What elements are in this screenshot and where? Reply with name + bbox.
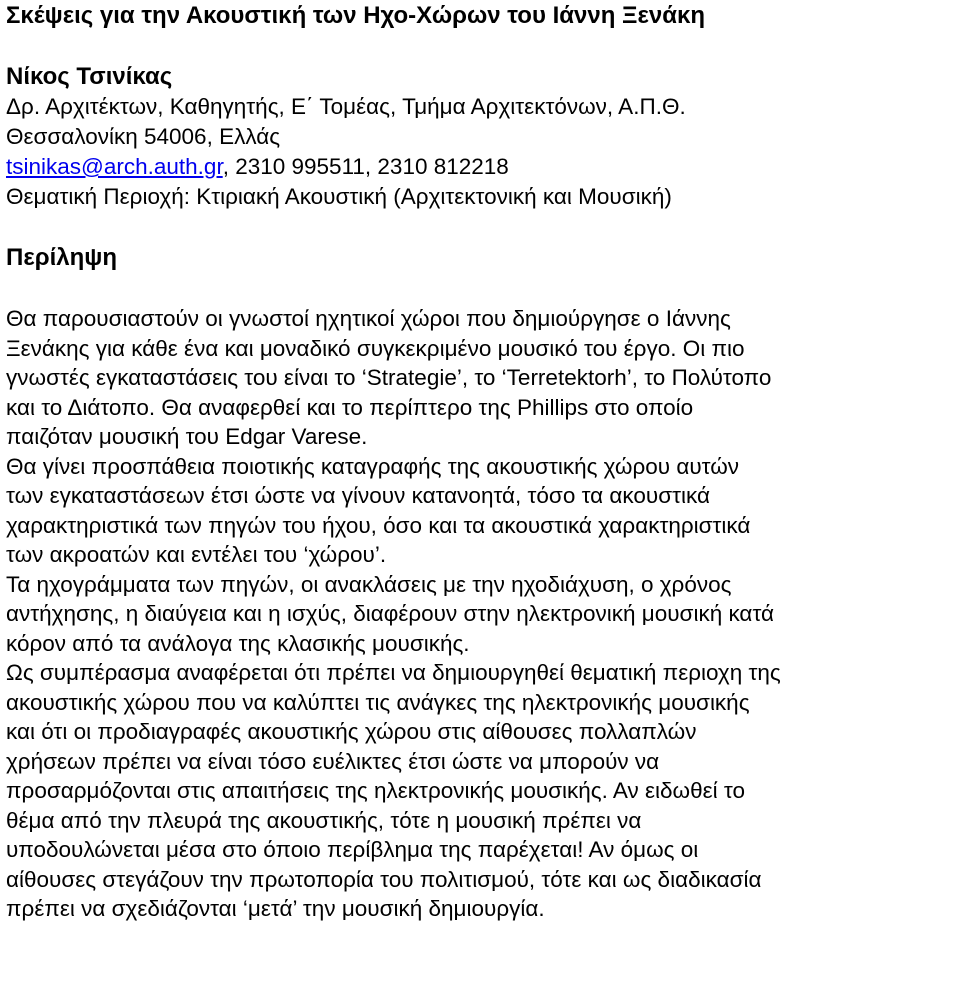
paragraph-line: αντήχησης, η διαύγεια και η ισχύς, διαφέρουν στην ηλεκτρονική μουσική κατά — [6, 601, 775, 626]
paragraph-line: αίθουσες στεγάζουν την πρωτοπορία του πολιτισμού, τότε και ως διαδικασία — [6, 866, 762, 892]
abstract-heading: Περίληψη — [6, 244, 117, 271]
paragraph-line: και ότι οι προδιαγραφές ακουστικής χώρου στις αίθουσες πολλαπλών — [6, 719, 697, 744]
document-page — [6, 0, 956, 924]
author-email-link[interactable]: tsinikas@arch.auth.gr — [6, 154, 223, 179]
author-address: Θεσσαλονίκη 54006, Ελλάς — [6, 124, 281, 149]
paragraph-line: υποδουλώνεται μέσα στο όποιο περίβλημα της παρέχεται! Αν όμως οι — [6, 837, 699, 862]
author-phones: , 2310 995511, 2310 812218 — [222, 154, 509, 179]
abstract-paragraph-2 — [6, 452, 956, 570]
abstract-paragraph-1 — [6, 304, 956, 452]
paragraph-line: κόρον από τα ανάλογα της κλασικής μουσικής. — [6, 630, 470, 656]
author-block — [6, 62, 956, 212]
paragraph-line: και το Διάτοπο. Θα αναφερθεί και το περίπτερο της Phillips στο οποίο — [6, 394, 694, 420]
paragraph-line: Ξενάκης για κάθε ένα και μοναδικό συγκεκριμένο μουσικό του έργο. Οι πιο — [6, 335, 745, 361]
author-name: Νίκος Τσινίκας — [6, 63, 173, 90]
paragraph-line: γνωστές εγκαταστάσεις του είναι το ‘Strategie’, το ‘Terretektorh’, το Πολύτοπο — [6, 365, 772, 390]
paragraph-line: Θα παρουσιαστούν οι γνωστοί ηχητικοί χώροι που δημιούργησε ο Ιάννης — [6, 306, 731, 331]
paragraph-line: χρήσεων πρέπει να είναι τόσο ευέλικτες έτσι ώστε να μπορούν να — [6, 748, 660, 774]
paragraph-line: Τα ηχογράμματα των πηγών, οι ανακλάσεις με την ηχοδιάχυση, ο χρόνος — [6, 571, 732, 597]
author-contact-line — [6, 152, 956, 182]
paragraph-line: Θα γίνει προσπάθεια ποιοτικής καταγραφής της ακουστικής χώρου αυτών — [6, 453, 740, 479]
document-title: Σκέψεις για την Ακουστική των Ηχο-Χώρων του Ιάννη Ξενάκη — [6, 2, 706, 29]
abstract-paragraph-4 — [6, 658, 956, 924]
paragraph-line: προσαρμόζονται στις απαιτήσεις της ηλεκτρονικής μουσικής. Αν ειδωθεί το — [6, 778, 745, 803]
paragraph-line: Ως συμπέρασμα αναφέρεται ότι πρέπει να δημιουργηθεί θεματική περιοχη της — [6, 660, 781, 685]
paragraph-line: θέμα από την πλευρά της ακουστικής, τότε η μουσική πρέπει να — [6, 807, 642, 833]
author-topic: Θεματική Περιοχή: Κτιριακή Ακουστική (Αρχιτεκτονική και Μουσική) — [6, 184, 672, 209]
paragraph-line: παιζόταν μουσική του Edgar Varese. — [6, 424, 368, 449]
paragraph-line: χαρακτηριστικά των πηγών του ήχου, όσο και τα ακουστικά χαρακτηριστικά — [6, 512, 751, 538]
paragraph-line: των ακροατών και εντέλει του ‘χώρου’. — [6, 542, 387, 567]
paragraph-line: ακουστικής χώρου που να καλύπτει τις ανάγκες της ηλεκτρονικής μουσικής — [6, 689, 750, 715]
paragraph-line: των εγκαταστάσεων έτσι ώστε να γίνουν κατανοητά, τόσο τα ακουστικά — [6, 483, 710, 508]
paragraph-line: πρέπει να σχεδιάζονται ‘μετά’ την μουσική δημιουργία. — [6, 896, 545, 921]
abstract-body — [6, 304, 956, 924]
author-affiliation: Δρ. Αρχιτέκτων, Καθηγητής, Ε΄ Τομέας, Τμήμα Αρχιτεκτόνων, Α.Π.Θ. — [6, 94, 686, 119]
abstract-paragraph-3 — [6, 570, 956, 659]
